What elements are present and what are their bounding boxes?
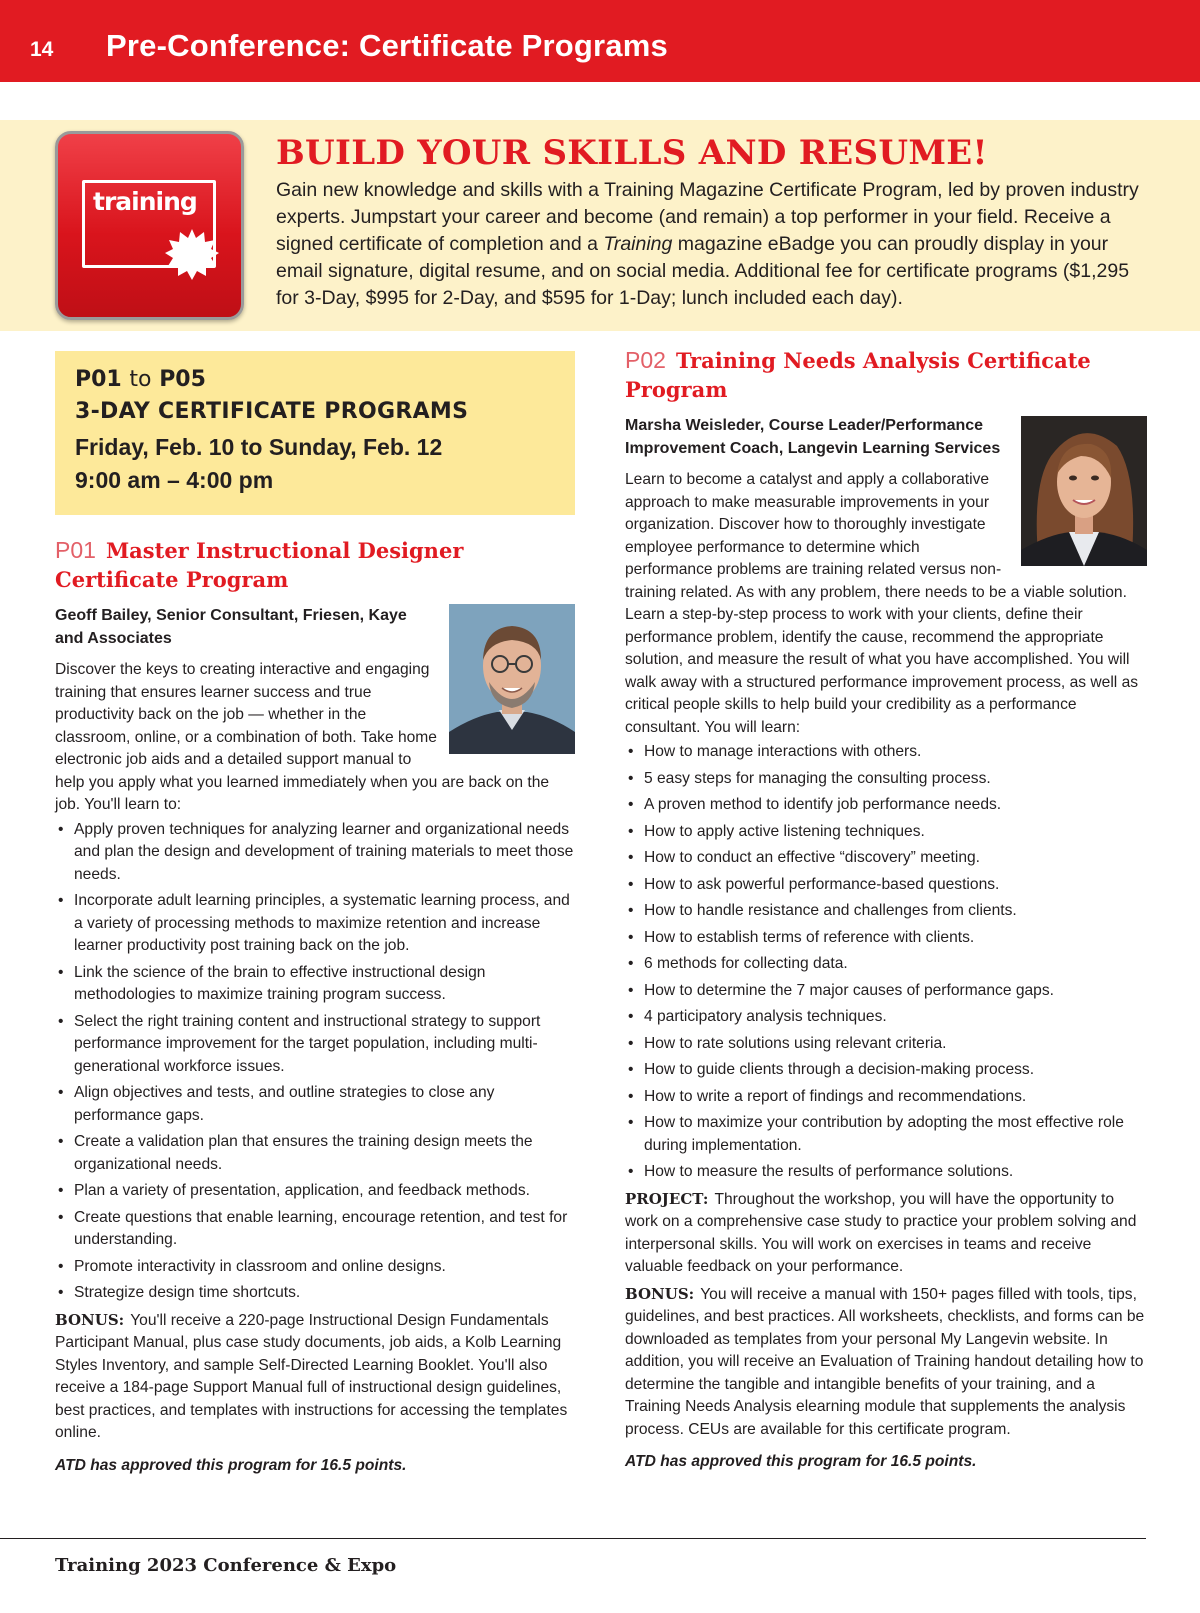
schedule-heading: 3-DAY CERTIFICATE PROGRAMS (75, 399, 469, 424)
schedule-time: 9:00 am – 4:00 pm (75, 467, 274, 493)
p02-project-label: PROJECT: (625, 1189, 709, 1208)
range-to: to (129, 367, 152, 392)
list-item: • 6 methods for collecting data. (625, 953, 1147, 976)
schedule-box (55, 351, 575, 515)
p02-code: P02 (625, 347, 666, 373)
list-item: • How to manage interactions with others. (625, 741, 1147, 764)
p02-bonus-text: You will receive a manual with 150+ pages filled with tools, tips, guidelines, and best practices. All worksheets, checklists, and forms can be downloaded as templates from your personal My Langevin website. In addition, you will receive an Evaluation of Training handout detailing how to determine the tangible and intangible benefits of your training, and a Training Needs Analysis elearning module that supplements the analysis process. CEUs are available for this certificate program. (625, 1285, 1145, 1438)
list-item: • How to rate solutions using relevant criteria. (625, 1033, 1147, 1056)
training-badge-icon (55, 131, 244, 320)
program-range (75, 365, 555, 395)
list-item: • How to guide clients through a decision-making process. (625, 1059, 1147, 1082)
portrait-man-icon (449, 604, 575, 754)
seal-icon (164, 227, 220, 283)
list-item: • How to measure the results of performance solutions. (625, 1161, 1147, 1184)
footer-text: Training 2023 Conference & Expo (55, 1555, 397, 1576)
page-number: 14 (30, 38, 54, 61)
p01-leader-photo (449, 604, 575, 754)
range-start: P01 (75, 367, 122, 392)
p02-leader: Marsha Weisleder, Course Leader/Performance Improvement Coach, Langevin Learning Services (625, 417, 1001, 457)
list-item: • Align objectives and tests, and outline strategies to close any performance gaps. (55, 1082, 575, 1127)
p01-title (55, 536, 575, 594)
list-item: • How to determine the 7 major causes of performance gaps. (625, 980, 1147, 1003)
list-item: • Create questions that enable learning, encourage retention, and test for understanding. (55, 1207, 575, 1252)
list-item: • Strategize design time shortcuts. (55, 1282, 575, 1305)
p01-bonus (55, 1309, 575, 1445)
list-item: • How to establish terms of reference with clients. (625, 927, 1147, 950)
p02-title (625, 346, 1147, 404)
list-item: • Apply proven techniques for analyzing learner and organizational needs and plan the design and development of training materials to meet those needs. (55, 819, 575, 887)
footer-divider (0, 1538, 1146, 1539)
list-item: • How to apply active listening techniques. (625, 821, 1147, 844)
p02-leader-photo (1021, 416, 1147, 566)
list-item: • Plan a variety of presentation, application, and feedback methods. (55, 1180, 575, 1203)
p02-bonus-label: BONUS: (625, 1284, 695, 1303)
list-item: • 4 participatory analysis techniques. (625, 1006, 1147, 1029)
p02-project-text: Throughout the workshop, you will have the opportunity to work on a comprehensive case study to practice your problem solving and interpersonal skills. You will work on exercises in teams and receive valuable feedback on your performance. (625, 1190, 1137, 1275)
p02-project (625, 1188, 1147, 1279)
p01-bonus-label: BONUS: (55, 1310, 125, 1329)
list-item: • How to ask powerful performance-based questions. (625, 874, 1147, 897)
p02-bullet-list (625, 741, 1147, 1184)
p01-name: Master Instructional Designer Certificate Program (55, 538, 464, 592)
list-item: • Promote interactivity in classroom and online designs. (55, 1256, 575, 1279)
intro-text-italic: Training (603, 233, 673, 255)
badge-word: training (93, 187, 197, 216)
p01-bonus-text: You'll receive a 220-page Instructional Design Fundamentals Participant Manual, plus case study documents, job aids, a Kolb Learning Styles Inventory, and sample Self-Directed Learning Booklet. You'll also receive a 184-page Support Manual full of instructional design guidelines, best practices, and templates with instructions for accessing the templates online. (55, 1311, 568, 1441)
intro-text-a: Gain new knowledge and skills with a Training Magazine Certificate Program, led by proven industry experts. Jumpstart your career and become (and remain) a top performer in your field. Receive a signed certificate of completion and a (276, 179, 1139, 255)
portrait-woman-icon (1021, 416, 1147, 566)
schedule-dates: Friday, Feb. 10 to Sunday, Feb. 12 (75, 434, 443, 460)
program-p01 (55, 536, 575, 1477)
list-item: • How to handle resistance and challenges from clients. (625, 900, 1147, 923)
list-item: • A proven method to identify job performance needs. (625, 794, 1147, 817)
intro-paragraph (276, 177, 1156, 312)
p01-leader: Geoff Bailey, Senior Consultant, Friesen, Kaye and Associates (55, 607, 407, 647)
list-item: • 5 easy steps for managing the consulting process. (625, 768, 1147, 791)
p01-description: Discover the keys to creating interactive and engaging training that ensures learner success and true productivity back on the job — whether in the classroom, online, or a combination of both. Take home electronic job aids and a detailed support manual to help you apply what you learned immediately when you are back on the job. You'll learn to: (55, 661, 550, 813)
certificate-card (82, 180, 216, 268)
list-item: • Link the science of the brain to effective instructional design methodologies to maximize training program success. (55, 962, 575, 1007)
p01-bullet-list (55, 819, 575, 1305)
intro-headline: BUILD YOUR SKILLS AND RESUME! (276, 133, 988, 173)
p01-atd-note: ATD has approved this program for 16.5 points. (55, 1456, 407, 1474)
p02-name: Training Needs Analysis Certificate Program (625, 348, 1091, 402)
list-item: • How to maximize your contribution by adopting the most effective role during implementation. (625, 1112, 1147, 1157)
p02-description: Learn to become a catalyst and apply a collaborative approach to make measurable improvements in your organization. Discover how to thoroughly investigate employee performance to determine which performance problems are training related versus non-training related. As with any problem, there needs to be a viable solution. Learn a step-by-step process to work with your clients, define their performance problem, identify the cause, recommend the appropriate solution, and measure the result of what you have accomplished. You will walk away with a structured performance improvement process, as well as critical people skills to help build your credibility as a performance consultant. You will learn: (625, 471, 1139, 736)
list-item: • How to conduct an effective “discovery” meeting. (625, 847, 1147, 870)
intro-text-b: magazine eBadge you can proudly display in your email signature, digital resume, and on social media. Additional fee for certificate programs ($1,295 for 3-Day, $995 for 2-Day, and $595 for 1-Day; lunch included each day). (276, 233, 1130, 309)
page-title: Pre-Conference: Certificate Programs (106, 28, 668, 63)
p02-atd-note: ATD has approved this program for 16.5 points. (625, 1453, 977, 1470)
p01-code: P01 (55, 537, 96, 563)
list-item: • Create a validation plan that ensures the training design meets the organizational needs. (55, 1131, 575, 1176)
list-item: • Select the right training content and instructional strategy to support performance improvement for the target population, including multi-generational workforce issues. (55, 1011, 575, 1079)
p02-bonus (625, 1283, 1147, 1442)
program-p02 (625, 346, 1147, 1474)
page-header (0, 0, 1200, 82)
list-item: • Incorporate adult learning principles, a systematic learning process, and a variety of processing methods to maximize retention and increase learner productivity post training back on the job. (55, 890, 575, 958)
range-end: P05 (159, 367, 206, 392)
list-item: • How to write a report of findings and recommendations. (625, 1086, 1147, 1109)
